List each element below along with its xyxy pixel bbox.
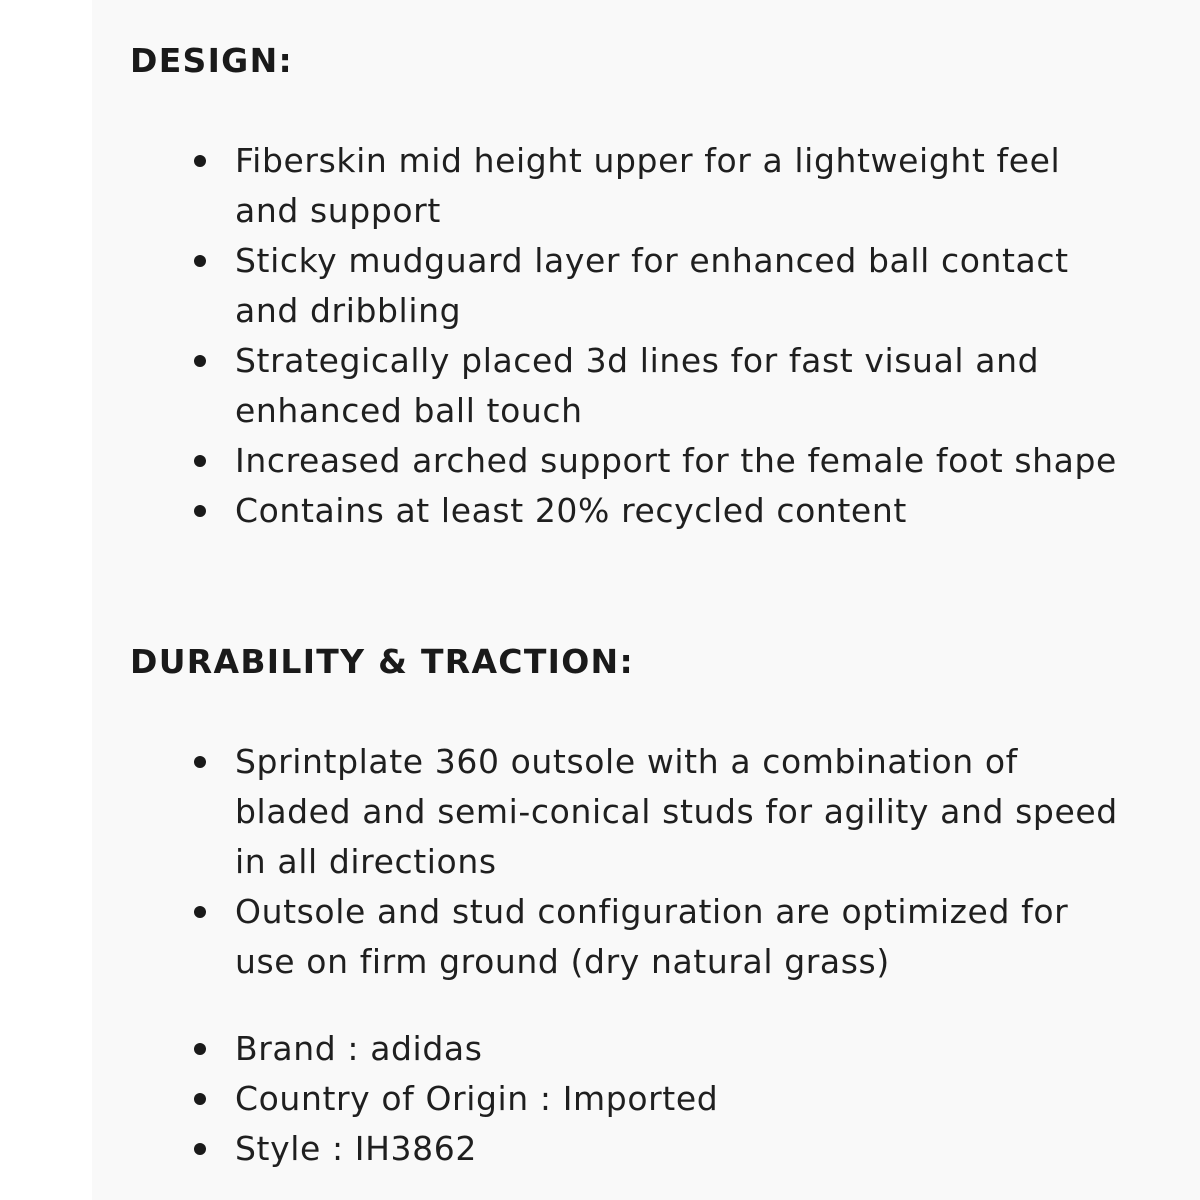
list-item xyxy=(235,136,1125,236)
brand-text: Brand : adidas xyxy=(235,1029,483,1068)
bullet-icon xyxy=(194,756,206,768)
bullet-icon xyxy=(194,1043,206,1055)
bullet-icon xyxy=(194,505,206,517)
list-item xyxy=(235,336,1125,436)
list-item-text: Sprintplate 360 outsole with a combination of bladed and semi-conical studs for agility and speed in all directions xyxy=(235,742,1118,881)
bullet-icon xyxy=(194,155,206,167)
list-item xyxy=(235,1074,1125,1124)
style-code-text: Style : IH3862 xyxy=(235,1129,477,1168)
list-item-text: Fiberskin mid height upper for a lightweight feel and support xyxy=(235,141,1061,230)
bullet-icon xyxy=(194,1143,206,1155)
list-item xyxy=(235,1124,1125,1174)
list-item-text: Outsole and stud configuration are optimized for use on firm ground (dry natural grass) xyxy=(235,892,1069,981)
list-item-text: Contains at least 20% recycled content xyxy=(235,491,907,530)
bullet-icon xyxy=(194,355,206,367)
list-item xyxy=(235,887,1125,987)
design-feature-list xyxy=(235,136,1125,536)
durability-feature-list xyxy=(235,737,1125,987)
list-item xyxy=(235,236,1125,336)
product-info-list xyxy=(235,1024,1125,1174)
design-heading: DESIGN: xyxy=(130,41,293,80)
list-item xyxy=(235,486,1125,536)
country-of-origin-text: Country of Origin : Imported xyxy=(235,1079,719,1118)
bullet-icon xyxy=(194,906,206,918)
bullet-icon xyxy=(194,255,206,267)
bullet-icon xyxy=(194,1093,206,1105)
durability-traction-heading: DURABILITY & TRACTION: xyxy=(130,642,634,681)
list-item-text: Sticky mudguard layer for enhanced ball contact and dribbling xyxy=(235,241,1069,330)
list-item xyxy=(235,1024,1125,1074)
list-item-text: Strategically placed 3d lines for fast visual and enhanced ball touch xyxy=(235,341,1040,430)
list-item xyxy=(235,436,1125,486)
list-item-text: Increased arched support for the female foot shape xyxy=(235,441,1117,480)
list-item xyxy=(235,737,1125,887)
bullet-icon xyxy=(194,455,206,467)
